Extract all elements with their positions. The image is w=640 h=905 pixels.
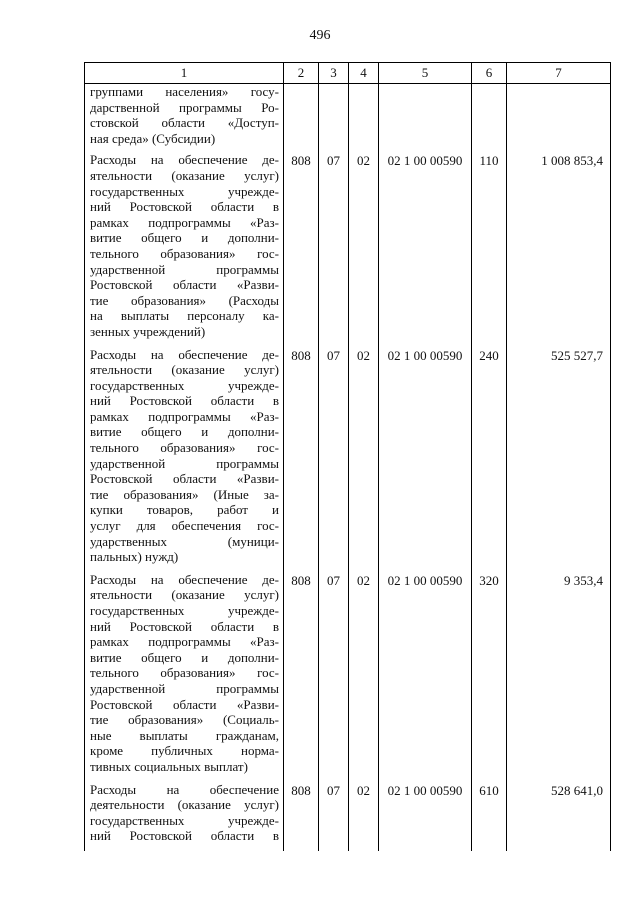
cell-subsection: 02 [349,152,379,346]
desc-line: Ростовской области «Разви- [90,277,279,293]
table-row [85,152,611,346]
desc-line: кроме публичных норма- [90,743,279,759]
desc-line: ний Ростовской области в [90,828,279,844]
desc-line: Ростовской области «Разви- [90,471,279,487]
cell-section: 07 [319,782,349,851]
row-description [85,347,284,572]
desc-line: ний Ростовской области в [90,199,279,215]
desc-line: Расходы на обеспечение [90,781,279,797]
desc-line: рамках подпрограммы «Раз- [90,634,279,650]
desc-line: витие общего и дополни- [90,649,279,665]
desc-line: деятельности (оказание услуг) [90,797,279,813]
empty-cell [284,84,319,153]
desc-line: группами населения» госу- [90,84,279,99]
empty-cell [349,84,379,153]
cell-amount: 525 527,7 [507,347,611,572]
cell-subsection: 02 [349,782,379,851]
empty-cell [507,84,611,153]
header-row [85,63,611,84]
desc-line: купки товаров, работ и [90,502,279,518]
desc-line: тие образования» (Иные за- [90,486,279,502]
desc-line: ударственной программы [90,455,279,471]
empty-cell [379,84,472,153]
desc-line: витие общего и дополни- [90,230,279,246]
row-description [85,152,284,346]
desc-line: Ростовской области «Разви- [90,696,279,712]
desc-line: пальных) нужд) [90,549,179,565]
cell-admin-code: 808 [284,347,319,572]
desc-line: Расходы на обеспечение де- [90,346,279,362]
desc-line: ударственной программы [90,261,279,277]
desc-line: ная среда» (Субсидии) [90,130,216,146]
desc-line: Расходы на обеспечение де- [90,152,279,168]
desc-line: дарственной программы Ро- [90,99,279,115]
cell-target-code: 02 1 00 00590 [379,572,472,782]
cell-target-code: 02 1 00 00590 [379,347,472,572]
cell-subsection: 02 [349,572,379,782]
empty-cell [319,84,349,153]
desc-line: государственных учрежде- [90,603,279,618]
cell-amount: 1 008 853,4 [507,152,611,346]
row-description [85,782,284,851]
desc-line: тельного образования» гос- [90,440,279,456]
budget-table [84,62,611,851]
header-col-6: 6 [472,63,507,84]
desc-line: ные выплаты гражданам, [90,727,279,743]
cell-target-code: 02 1 00 00590 [379,782,472,851]
continuation-description [85,84,284,153]
desc-line: стовской области «Доступ- [90,115,279,131]
desc-line: ударственной программы [90,680,279,696]
header-col-2: 2 [284,63,319,84]
cell-admin-code: 808 [284,152,319,346]
desc-line: ятельности (оказание услуг) [90,362,279,378]
cell-section: 07 [319,572,349,782]
desc-line: ударственных (муници- [90,533,279,549]
desc-line: на выплаты персоналу ка- [90,308,279,324]
table-row [85,347,611,572]
cell-target-code: 02 1 00 00590 [379,152,472,346]
header-col-7: 7 [507,63,611,84]
desc-line: государственных учрежде- [90,812,279,828]
header-col-5: 5 [379,63,472,84]
desc-line: тельного образования» гос- [90,245,279,261]
cell-admin-code: 808 [284,572,319,782]
cell-expense-type: 110 [472,152,507,346]
desc-line: ятельности (оказание услуг) [90,587,279,603]
desc-line: тие образования» (Расходы [90,292,279,308]
desc-line: рамках подпрограммы «Раз- [90,408,279,424]
table-row [85,572,611,782]
cell-expense-type: 240 [472,347,507,572]
desc-line: тивных социальных выплат) [90,758,248,774]
cell-amount: 9 353,4 [507,572,611,782]
table-row [85,782,611,851]
desc-line: рамках подпрограммы «Раз- [90,214,279,230]
cell-expense-type: 320 [472,572,507,782]
page-number: 496 [309,28,331,43]
header-col-4: 4 [349,63,379,84]
desc-line: витие общего и дополни- [90,424,279,440]
desc-line: тельного образования» гос- [90,665,279,681]
desc-line: услуг для обеспечения гос- [90,518,279,534]
row-description [85,572,284,782]
desc-line: Расходы на обеспечение де- [90,571,279,587]
cell-subsection: 02 [349,347,379,572]
desc-line: государственных учрежде- [90,183,279,199]
empty-cell [472,84,507,153]
desc-line: ятельности (оказание услуг) [90,167,279,183]
cell-expense-type: 610 [472,782,507,851]
cell-section: 07 [319,347,349,572]
desc-line: тие образования» (Социаль- [90,712,279,728]
cell-section: 07 [319,152,349,346]
header-col-3: 3 [319,63,349,84]
desc-line: зенных учреждений) [90,323,206,339]
desc-line: ний Ростовской области в [90,618,279,634]
cell-admin-code: 808 [284,782,319,851]
header-col-1: 1 [85,63,284,84]
cell-amount: 528 641,0 [507,782,611,851]
desc-line: государственных учрежде- [90,377,279,393]
continuation-row [85,84,611,153]
desc-line: ний Ростовской области в [90,393,279,409]
